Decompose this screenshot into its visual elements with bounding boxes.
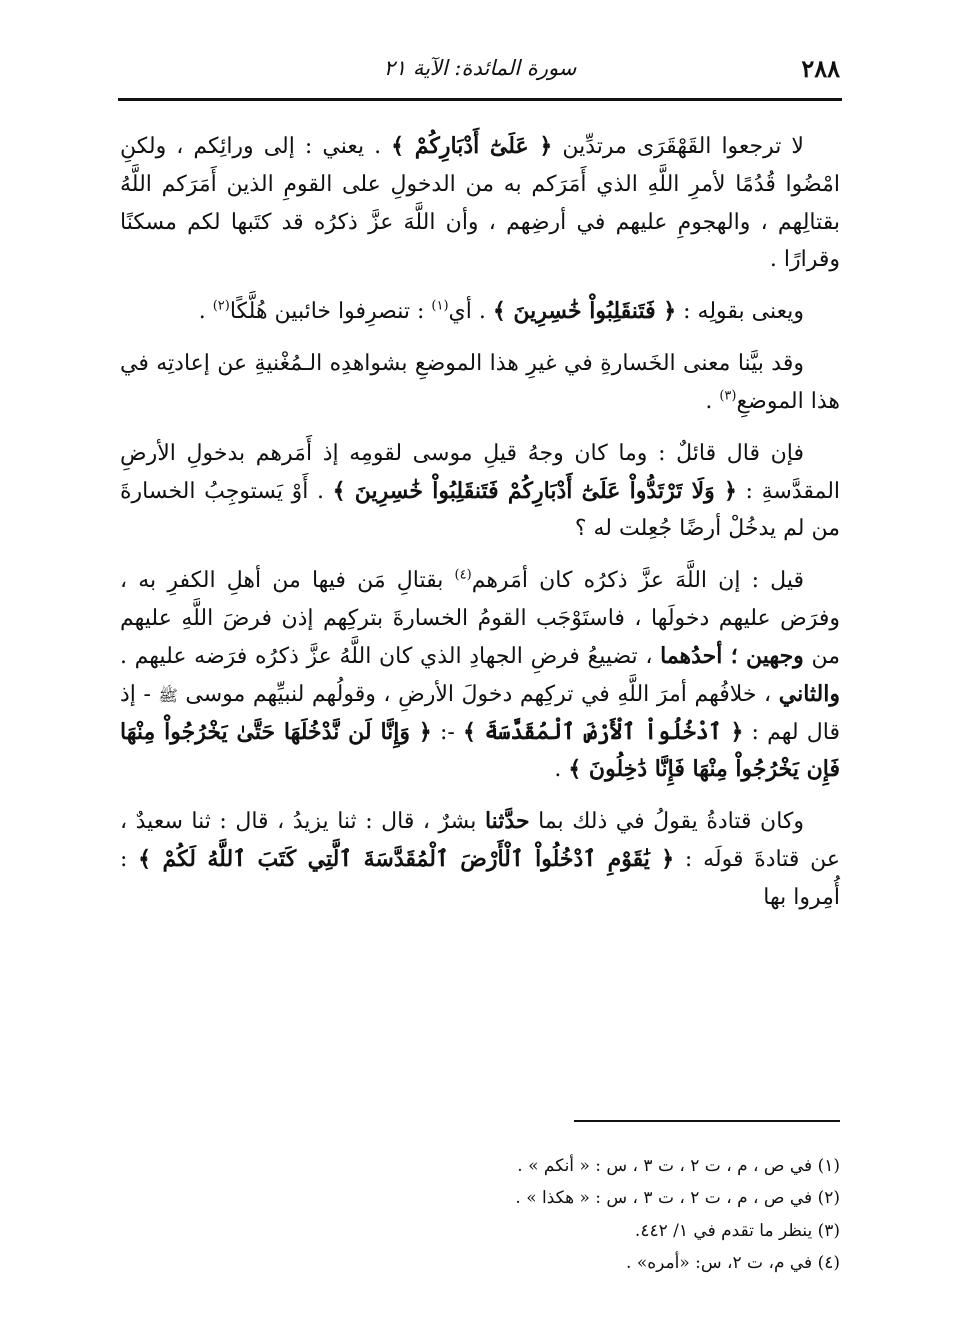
page-header (120, 50, 840, 94)
bold-term: وجهين ؛ أحدُهما (660, 642, 804, 669)
footnote-2: (٢) في ص ، م ، ت ٢ ، ت ٣ ، س : « هكذا » . (515, 1188, 840, 1209)
text-span: وقد بيَّنا معنى الخَسارةِ في غيرِ هذا الموضعِ بشواهدِه الـمُغْنيةِ عن إعادتِه في هذا الموضعِ (120, 351, 840, 414)
text-span: . يعني : إلى ورائِكم ، ولكنِ امْضُوا قُدُمًا لأمرِ اللَّهِ الذي أَمَرَكم به من الدخولِ على القومِ الذين أَمَرَكم اللَّهُ بقتالِهم ، والهجومِ عليهم في أرضِهم ، وأن اللَّهَ عزَّ ذكرُه قد كتَبها لكم مسكنًا وقرارًا . (120, 134, 840, 273)
quran-verse: ﴿ يَٰقَوْمِ ٱدْخُلُواْ ٱلْأَرْضَ ٱلْمُقَدَّسَةَ ٱلَّتِي كَتَبَ ٱللَّهُ لَكُمْ ﴾ (138, 846, 675, 873)
header-rule (118, 98, 842, 101)
paragraph-1 (120, 128, 840, 279)
paragraph-5 (120, 562, 840, 789)
text-span: بشرٌ ، قال : ثنا يزيدُ ، قال : ثنا سعيدٌ ، عن قتادةَ قولَه : (120, 809, 841, 873)
text-span: قيل : إن اللَّهَ عزَّ ذكرُه كان أمَرهم (471, 568, 805, 594)
paragraph-3 (120, 345, 840, 421)
bold-term: والثاني (778, 680, 840, 707)
running-title: سورة المائدة: الآية ٢١ (383, 56, 577, 80)
salutation-ligature: ﷺ (158, 685, 178, 705)
quran-verse: ﴿ فَتَنقَلِبُواْ خَٰسِرِينَ ﴾ (492, 298, 677, 325)
footnote-ref: (٤) (454, 567, 472, 583)
text-span: وكان قتادةُ يقولُ في ذلك بما (529, 809, 804, 835)
text-span: . (198, 299, 213, 325)
text-span: بقتالِ مَن فيها من أهلِ الكفرِ به ، وفرَض عليهم دخولَها ، فاستَوْجَب القومُ الخسارةَ بتركِهم إذن فرضَ اللَّهِ عليهم من (120, 568, 840, 669)
footnote-ref: (٢) (212, 298, 230, 314)
footnotes (120, 1150, 840, 1279)
page-number: ٢٨٨ (801, 54, 840, 83)
footnote-4: (٤) في م، ت ٢، س: «أمره» . (626, 1252, 840, 1273)
main-text (120, 128, 840, 931)
text-span: : تنصرِفوا خائبين هُلَّكًا (229, 299, 432, 325)
text-span: فإن قال قائلٌ : وما كان وجهُ قيلِ موسى لقومِه إذ أَمَرهم بدخولِ الأرضِ المقدَّسةِ : (120, 440, 841, 504)
text-span: لا ترجعوا القَهْقَرَى مرتدِّين (552, 134, 804, 159)
paragraph-2 (120, 293, 840, 331)
quran-verse: ﴿ وَإِنَّا لَن نَّدْخُلَهَا حَتَّىٰ يَخْرُجُواْ مِنْهَا فَإِن يَخْرُجُواْ مِنْهَا فَإِنَّا دَٰخِلُونَ ﴾ (120, 718, 840, 783)
text-span: . (705, 388, 720, 414)
text-span: . أي (448, 299, 493, 325)
text-span: ويعنى بقولِه : (676, 299, 804, 325)
footnote-3: (٣) ينظر ما تقدم في ١/ ٤٤٢. (634, 1220, 840, 1241)
quran-verse: ﴿ عَلَىٰٓ أَدْبَارِكُمْ ﴾ (391, 133, 553, 159)
footnote-ref: (٣) (719, 388, 737, 404)
footnote-ref: (١) (431, 298, 449, 314)
text-span: ، تضييعُ فرضِ الجهادِ الذي كان اللَّهُ عزَّ ذكرُه فرَضه عليهم . (120, 643, 661, 669)
text-span: : أُمِروا بها (120, 847, 840, 910)
text-span: - إذ قال لهم : (120, 681, 840, 745)
text-span: . (554, 757, 569, 783)
paragraph-6 (120, 803, 840, 916)
text-span: ، خلافُهم أمرَ اللَّهِ في تركِهم دخولَ الأرضِ ، وقولُهم لنبيِّهم موسى (177, 681, 779, 707)
footnote-1: (١) في ص ، م ، ت ٢ ، ت ٣ ، س : « أنكم » . (517, 1156, 840, 1176)
paragraph-4 (120, 435, 840, 548)
bold-term: حدَّثنا (484, 808, 530, 835)
text-span: -: (431, 719, 464, 745)
quran-verse: ﴿ وَلَا تَرْتَدُّواْ عَلَىٰٓ أَدْبَارِكُمْ فَتَنقَلِبُواْ خَٰسِرِينَ ﴾ (332, 477, 737, 504)
text-span: . أَوْ يَستوجِبُ الخسارةَ من لم يدخُلْ أرضًا جُعِلت له ؟ (120, 478, 840, 542)
footnote-rule (574, 1120, 840, 1122)
quran-verse: ﴿ ٱدْخُلُواْ ٱلْأَرْضَ ٱلْمُقَدَّسَةَ ﴾ (463, 718, 744, 745)
